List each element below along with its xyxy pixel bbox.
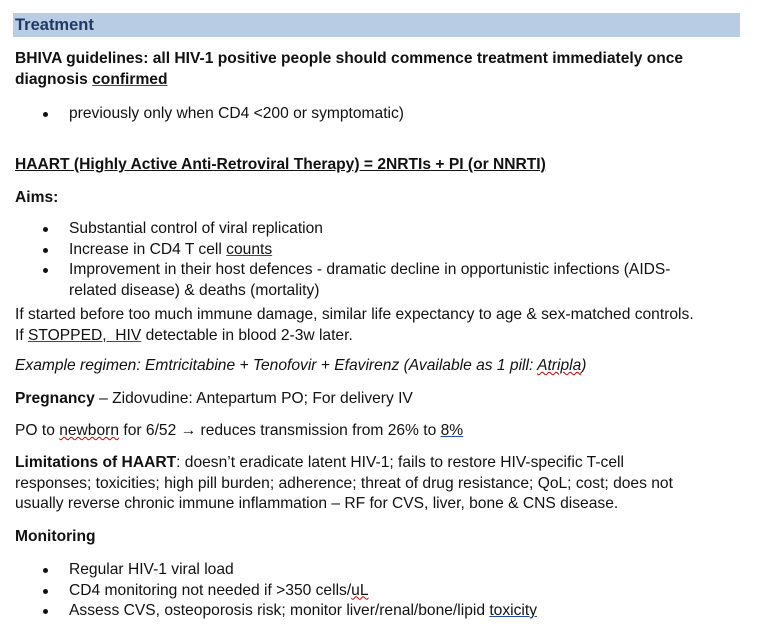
list-item [15,601,745,622]
limitations-label: Limitations of HAART [15,454,177,471]
limitations-paragraph [15,453,745,515]
pregnancy-text: – Zidovudine: Antepartum PO; For delivery IV [94,390,413,407]
bullet-icon [43,227,48,232]
eight-percent-link[interactable]: 8% [440,422,464,439]
aims-label: Aims: [15,189,59,206]
newborn-line [15,421,745,442]
bhiva-line-2-text: diagnosis [15,70,93,88]
aims-list [15,219,745,301]
section-heading: Treatment [15,16,94,34]
toxicity-link[interactable]: toxicity [489,602,538,619]
atripla-word: Atripla [537,357,582,374]
bhiva-bullet-list [15,104,745,125]
example-regimen [15,356,745,377]
list-item-text: CD4 monitoring not needed if >350 cells/ [69,581,352,599]
bhiva-line-1: BHIVA guidelines: all HIV-1 positive people should commence treatment immediately once [15,50,684,67]
limitations-text-1: : doesn’t eradicate latent HIV-1; fails to restore HIV-specific T-cell [176,454,624,471]
list-item-text: Assess CVS, osteoporosis risk; monitor liver/renal/bone/lipid [69,602,490,619]
newborn-start: PO to [15,422,60,439]
started-paragraph [15,305,745,346]
started-line-2 [15,326,745,347]
bhiva-paragraph [15,49,745,90]
bhiva-line-2 [15,70,745,91]
gap-space [107,327,116,344]
stopped-link[interactable]: STOPPED, [28,326,107,344]
list-item-text: Increase in CD4 T cell [69,240,227,258]
monitoring-list [15,560,745,622]
example-close: ) [581,357,587,374]
list-item-text: Substantial control of viral replication [69,220,323,237]
bullet-icon [43,112,48,117]
started-line-2-end: detectable in blood 2-3w later. [141,326,353,344]
bullet-icon [43,248,48,253]
started-line-2-start: If [15,326,28,344]
bullet-icon [43,568,48,573]
list-item-text: Improvement in their host defences - dramatic decline in opportunistic infections (AIDS- [69,261,671,278]
bullet-icon [43,609,48,614]
list-item-text-cont: related disease) & deaths (mortality) [69,281,320,299]
list-item [15,581,745,602]
pregnancy-label: Pregnancy [15,390,95,407]
list-item [15,219,745,240]
example-text: Example regimen: Emtricitabine + Tenofovir + Efavirenz (Available as 1 pill: [15,357,538,374]
list-item [15,240,745,261]
limitations-line-2: responses; toxicities; high pill burden; adherence; threat of drug resistance; QoL; cost; does not [15,474,673,492]
list-item [15,104,745,125]
limitations-line-3: usually reverse chronic immune inflammation – RF for CVS, liver, bone & CNS disease. [15,495,619,512]
confirmed-link[interactable]: confirmed [92,70,168,88]
counts-link[interactable]: counts [226,240,273,258]
monitoring-label: Monitoring [15,528,96,545]
pregnancy-line [15,389,745,410]
newborn-word: newborn [59,422,120,439]
bullet-icon [43,589,48,594]
started-line-1: If started before too much immune damage, similar life expectancy to age & sex-matched controls. [15,306,694,323]
ul-unit: uL [351,581,369,599]
list-item-text: Regular HIV-1 viral load [69,561,234,578]
newborn-mid: for 6/52 → reduces transmission from 26% to [119,422,441,439]
section-heading-bar [13,13,740,37]
list-item [15,560,745,581]
hiv-link[interactable]: HIV [115,326,142,344]
list-item-text: previously only when CD4 <200 or symptomatic) [69,105,404,122]
haart-title: HAART (Highly Active Anti-Retroviral Therapy) = 2NRTIs + PI (or NNRTI) [15,156,546,173]
list-item [15,260,745,301]
limitations-line-1 [15,453,745,474]
bullet-icon [43,268,48,273]
